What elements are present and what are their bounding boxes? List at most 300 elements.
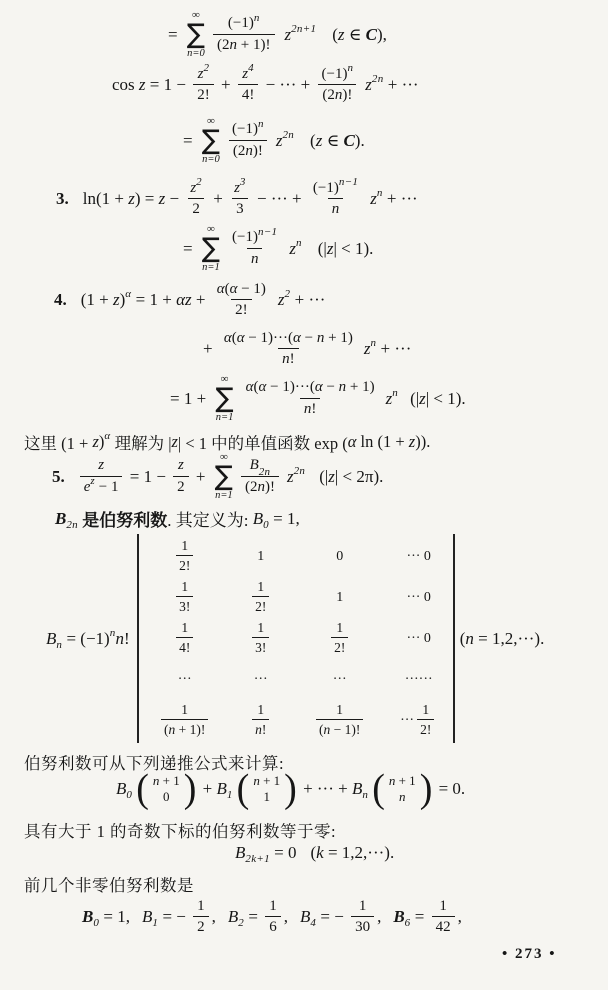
math-run: − ··· + [261, 75, 315, 95]
math-var: α [245, 379, 254, 396]
math-run: 4! [179, 640, 191, 655]
math-run: + ··· [382, 189, 418, 209]
math-run: = 0. [434, 779, 466, 799]
fraction [238, 62, 259, 105]
fraction-denominator [316, 719, 363, 739]
math-run: 1 [257, 702, 265, 718]
fraction-numerator [178, 702, 191, 719]
math-run: 理解为 | [110, 434, 172, 453]
math-var: z [328, 466, 335, 486]
math-var: z [363, 339, 371, 359]
math-run: + 1 [259, 772, 281, 788]
matrix-cell [254, 672, 268, 688]
math-var: z [337, 24, 345, 44]
math-run: 1 [181, 538, 189, 554]
math-bold-var: B [55, 508, 67, 528]
math-run: ) [98, 432, 105, 451]
fraction [309, 176, 362, 219]
math-var: n [399, 789, 406, 805]
fraction-numerator [178, 579, 191, 596]
superscript: 2n [371, 73, 384, 86]
math-var: k [316, 843, 324, 862]
fraction-denominator [231, 299, 252, 319]
fraction-denominator [176, 596, 193, 616]
fraction-numerator [254, 579, 267, 596]
fraction-numerator [178, 620, 191, 637]
math-var: n [245, 142, 253, 159]
math-run: 2! [179, 558, 191, 573]
math-var: z [315, 130, 323, 150]
subscript: 1 [226, 789, 233, 802]
superscript: n [253, 11, 260, 24]
math-run: + ··· [376, 339, 412, 359]
superscript: n−1 [338, 176, 359, 189]
formula-cos-series [112, 62, 419, 105]
math-var: n [303, 400, 312, 417]
summation [202, 116, 220, 165]
superscript: 2 [203, 62, 210, 75]
math-run: 1 [439, 898, 447, 914]
math-run: , [211, 907, 216, 927]
summation [215, 374, 233, 423]
fraction-numerator [194, 62, 214, 84]
binomial-stack [385, 773, 420, 806]
matrix-cell [328, 620, 351, 656]
matrix-cell [178, 672, 192, 688]
math-run: (−1) [232, 121, 258, 138]
fraction-denominator [193, 84, 214, 104]
math-var: z [419, 388, 426, 408]
math-var: z [275, 130, 283, 150]
math-var: αz [176, 290, 192, 310]
fraction-numerator [419, 702, 432, 719]
math-run: ( [224, 281, 230, 297]
binomial-coefficient [236, 766, 297, 812]
math-run: = − [316, 907, 349, 927]
math-run: − [300, 330, 317, 346]
math-var: z [242, 66, 249, 82]
sigma-symbol: ∑ [186, 19, 206, 50]
fraction-denominator [238, 84, 259, 104]
math-run: (1 + [80, 290, 113, 310]
fraction-denominator [318, 84, 356, 104]
math-bold: 是伯努利数 [77, 511, 168, 530]
subscript: 0 [263, 518, 269, 531]
fraction-denominator [252, 719, 269, 739]
left-paren: ( [136, 766, 149, 812]
formula-bernoulli-generating [52, 452, 383, 501]
math-run: ! [124, 628, 130, 648]
superscript: 4 [248, 62, 254, 75]
math-run: 1 [336, 589, 344, 605]
superscript: n [370, 337, 377, 350]
formula-cos-series-sum [183, 116, 365, 165]
math-run: ! [289, 351, 295, 368]
math-run: ( [231, 330, 237, 346]
matrix-cell [158, 702, 211, 738]
math-run: 2! [235, 302, 248, 319]
math-var: B [46, 628, 57, 648]
matrix-cell [173, 538, 196, 574]
math-bold-var: C [365, 24, 377, 44]
fraction [252, 702, 269, 738]
math-run: ··· 0 [406, 630, 431, 646]
matrix-cell [406, 549, 431, 565]
fraction-numerator [213, 281, 270, 299]
fraction [161, 702, 208, 738]
superscript: α [125, 288, 132, 301]
math-run: + [191, 290, 210, 310]
math-var: α [314, 379, 323, 396]
math-run: = 1 + [131, 290, 177, 310]
binomial-bottom [163, 789, 170, 805]
math-run: . 其定义为: [167, 511, 253, 530]
subscript: 2n [258, 465, 271, 478]
math-run: − 1) [237, 281, 266, 297]
math-var: B [252, 508, 264, 528]
fraction [220, 330, 357, 369]
math-var: z [289, 238, 296, 258]
fraction-numerator [435, 898, 451, 916]
superscript: n [109, 626, 116, 639]
math-var: B [351, 779, 363, 799]
formula-binomial-series [54, 281, 325, 320]
math-run: , [283, 907, 288, 927]
math-run: + 1)! [237, 36, 271, 53]
math-var: n [229, 36, 238, 53]
fraction-denominator [193, 916, 209, 936]
formula-sin-series-sum [168, 10, 387, 59]
formula-ln-series [56, 176, 418, 219]
math-run: 1 [257, 579, 265, 595]
math-run: + 1) [346, 379, 375, 396]
math-var: α [258, 379, 267, 396]
fraction-numerator [254, 702, 267, 719]
math-var: α [293, 330, 301, 346]
fraction-denominator [252, 596, 269, 616]
determinant-prefix [46, 626, 130, 651]
fraction-denominator [176, 555, 193, 575]
superscript: 2n+1 [291, 22, 317, 35]
math-run: ··· [400, 712, 415, 728]
math-var: z [128, 189, 135, 209]
math-run: ( [332, 24, 338, 44]
page-number: • 273 • [502, 946, 557, 962]
summation-lower-limit: n=0 [187, 47, 205, 59]
fraction [316, 702, 363, 738]
fraction-numerator [193, 898, 209, 916]
math-run: + [203, 339, 217, 359]
math-run: + [208, 189, 228, 209]
sigma-symbol: ∑ [201, 233, 221, 264]
math-var: n [115, 628, 125, 648]
math-var: e [83, 478, 91, 495]
fraction-denominator [331, 637, 348, 657]
matrix-cell [313, 702, 366, 738]
math-run: − [165, 189, 184, 209]
math-run: 2 [177, 478, 185, 495]
math-run: (2 [217, 36, 230, 53]
math-run: = 1 + [170, 388, 211, 408]
math-run: − [322, 379, 339, 396]
math-run: 30 [355, 919, 371, 936]
subscript: 2k+1 [245, 853, 270, 865]
math-run: = 0 [269, 843, 297, 862]
superscript: n [376, 187, 383, 200]
math-run: ln (1 + [356, 432, 409, 451]
math-run: ··· [332, 671, 347, 687]
superscript: n−1 [258, 225, 278, 238]
left-paren: ( [236, 766, 250, 812]
math-var: B [299, 907, 311, 927]
math-run: = 1,2,···). [473, 628, 545, 648]
fraction-numerator [178, 538, 191, 555]
superscript: n [347, 62, 354, 75]
math-run: (2 [244, 478, 258, 495]
math-run: , [457, 907, 462, 927]
formula-odd-bernoulli-zero [235, 843, 394, 863]
math-var: B [227, 907, 239, 927]
math-run: 1 [263, 789, 270, 805]
math-run: ··· 0 [406, 548, 431, 564]
math-run: 1 [257, 548, 265, 564]
math-run: | < 1 中的单值函数 exp ( [177, 434, 348, 453]
fraction-denominator [161, 719, 208, 739]
fraction-denominator [188, 198, 204, 218]
math-run: ln(1 + [82, 189, 129, 209]
matrix-cell [173, 620, 196, 656]
math-var: z [113, 290, 120, 310]
math-var: B [235, 843, 246, 862]
superscript: 3 [239, 176, 246, 189]
math-var: z [326, 238, 334, 258]
matrix-cell [406, 590, 431, 606]
math-run: + 1)! [175, 722, 206, 737]
math-run: 3 [236, 201, 244, 218]
fraction [80, 457, 123, 496]
fraction [331, 620, 348, 656]
math-run: ( [253, 379, 259, 396]
math-run: )! [342, 87, 353, 104]
fraction-numerator [246, 457, 275, 478]
fraction-denominator [278, 348, 299, 368]
math-run: + ··· [383, 75, 419, 95]
math-bold-var: B [82, 907, 94, 927]
fraction-denominator [173, 476, 189, 496]
fraction-denominator [300, 398, 321, 418]
fraction-denominator [176, 637, 193, 657]
fraction-numerator [318, 62, 358, 84]
summation-upper-limit: ∞ [192, 9, 200, 21]
math-run: 这里 (1 + [24, 434, 93, 453]
matrix-cell [257, 549, 264, 565]
fraction [213, 11, 274, 54]
binomial-bottom [399, 789, 406, 805]
math-run: ) = [134, 189, 159, 209]
math-var: z [197, 66, 204, 82]
math-run: 42 [435, 919, 451, 936]
superscript: z [90, 474, 96, 487]
sigma-symbol: ∑ [201, 125, 221, 156]
math-var: n [255, 722, 262, 737]
math-run: ∈ [344, 24, 366, 44]
math-run: = [183, 238, 197, 258]
determinant [137, 534, 455, 743]
math-run: ( [459, 628, 466, 648]
fraction-denominator [351, 916, 374, 936]
math-run: 2! [334, 640, 346, 655]
fraction-numerator [220, 330, 357, 348]
math-run: cos [112, 75, 139, 95]
subscript: 6 [404, 917, 411, 930]
math-var: n [323, 722, 331, 737]
math-run: | < 2π). [334, 466, 384, 486]
fraction-numerator [228, 117, 268, 139]
math-run: ( [310, 843, 317, 862]
math-bold-var: B [393, 907, 405, 927]
math-run: 0 [163, 789, 170, 805]
fraction-denominator [232, 198, 248, 218]
superscript: 2n [293, 464, 306, 477]
math-run: ( [310, 130, 316, 150]
math-var: B [142, 907, 153, 927]
math-run: = 1 − [145, 75, 191, 95]
math-run: 2! [255, 599, 267, 614]
fraction-denominator [80, 476, 123, 496]
math-run: (−1) [312, 180, 339, 196]
math-run: ). [354, 130, 365, 150]
binomial-coefficient [136, 766, 197, 812]
math-run: ( [319, 722, 324, 737]
subscript: n [56, 638, 63, 651]
fraction-denominator [213, 34, 274, 54]
fraction-denominator [328, 198, 344, 218]
subscript: 0 [93, 917, 100, 930]
fraction [417, 702, 434, 738]
left-paren: ( [372, 766, 385, 812]
math-run: ! [261, 722, 267, 737]
fraction [213, 281, 270, 320]
math-run: 2 [197, 919, 205, 936]
math-bold-var: C [343, 130, 355, 150]
math-run: 3! [179, 599, 191, 614]
math-run: − ··· + [252, 189, 306, 209]
subscript: 0 [126, 789, 133, 802]
math-run: + 1 [159, 772, 180, 788]
math-run: )! [252, 142, 263, 159]
fraction [176, 620, 193, 656]
subscript: 2 [238, 917, 245, 930]
fraction-numerator [94, 457, 108, 475]
math-var: z [365, 75, 372, 95]
binomial-top [253, 773, 280, 789]
math-run: 3! [255, 640, 267, 655]
binomial-coefficient [372, 766, 433, 812]
math-run: 2! [420, 722, 432, 737]
math-run: − 1)···( [244, 330, 294, 346]
binomial-top [389, 773, 416, 789]
math-run: ··· [177, 671, 192, 687]
fraction-numerator [230, 176, 250, 198]
math-run: 0 [336, 548, 344, 564]
fraction [230, 176, 250, 219]
formula-binomial-general-term [203, 330, 411, 369]
math-run: + ··· + [298, 779, 352, 799]
fraction-numerator [174, 457, 188, 475]
formula-ln-series-sum [183, 224, 373, 273]
right-paren: ) [183, 766, 197, 812]
binomial-top [153, 773, 180, 789]
fraction-numerator [228, 225, 281, 247]
math-run: 1 [257, 620, 265, 636]
right-paren: ) [419, 766, 433, 812]
superscript: 2 [284, 288, 291, 301]
math-run: = 1 − [125, 466, 171, 486]
summation-upper-limit: ∞ [207, 223, 215, 235]
math-run: 1 [269, 898, 277, 914]
math-run: 4! [241, 87, 255, 104]
matrix-cell [405, 672, 433, 688]
math-run: + 1 [395, 772, 416, 788]
math-run: , [377, 907, 382, 927]
fraction [252, 620, 269, 656]
fraction-numerator [224, 11, 264, 33]
superscript: n [295, 236, 302, 249]
math-run: (| [317, 238, 327, 258]
fraction [318, 62, 358, 105]
subscript: n [362, 789, 369, 802]
math-var: n [338, 379, 347, 396]
math-run: (−1) [321, 66, 348, 82]
math-run: = 1, [268, 508, 300, 528]
matrix-cell [249, 579, 272, 615]
matrix-cell [336, 590, 343, 606]
math-var: n [331, 201, 340, 218]
math-run: | < 1). [425, 388, 466, 408]
fraction [351, 898, 374, 937]
fraction [228, 225, 281, 268]
math-run: − 1)! [330, 722, 361, 737]
fraction-numerator [355, 898, 371, 916]
math-var: n [388, 772, 396, 788]
superscript: α [104, 430, 111, 442]
fraction [173, 457, 189, 496]
math-var: z [98, 457, 105, 474]
bernoulli-determinant-definition [46, 534, 544, 743]
math-run: 1 [181, 579, 189, 595]
text-odd-zero-intro: 具有大于 1 的奇数下标的伯努利数等于零: [24, 822, 337, 841]
matrix-cell [406, 631, 431, 647]
math-var: α [223, 330, 232, 346]
subscript: 4 [310, 917, 317, 930]
math-run: = 1, [99, 907, 130, 927]
math-run: (2 [232, 142, 246, 159]
binomial-stack [249, 773, 284, 806]
math-run: + [198, 779, 217, 799]
fraction [193, 898, 209, 937]
fraction-denominator [417, 719, 434, 739]
math-run: + 1) [324, 330, 353, 346]
math-run: = 1,2,···). [323, 843, 395, 862]
math-run: ( [164, 722, 169, 737]
math-run: (| [410, 388, 420, 408]
math-var: z [158, 189, 166, 209]
matrix-cell [336, 549, 343, 565]
matrix-cell [173, 579, 196, 615]
summation [187, 10, 205, 59]
math-run: = (−1) [62, 628, 110, 648]
right-paren: ) [284, 766, 297, 812]
